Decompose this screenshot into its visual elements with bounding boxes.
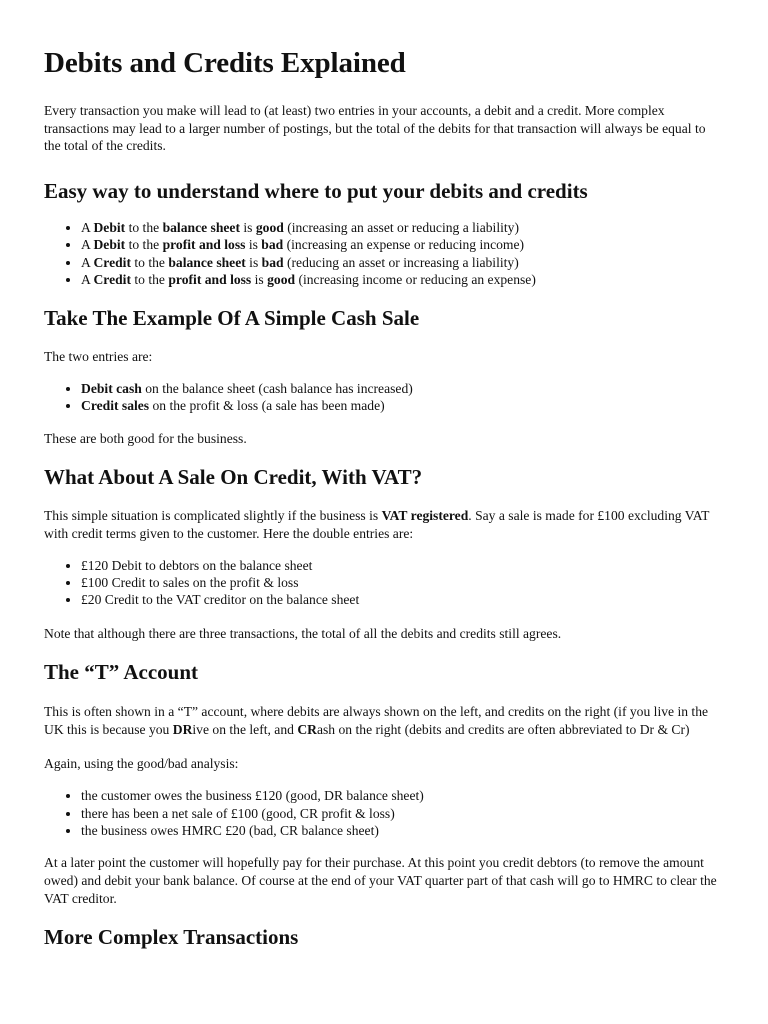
t-account-paragraph-3: At a later point the customer will hopefully pay for their purchase. At this point you credit debtors (to remove the amount owed) and debit your bank balance. Of course at the end of your VAT quarter part of that cash will go to HMRC to clear the VAT creditor. [44,855,717,906]
list-item: • £20 Credit to the VAT creditor on the balance sheet [81,591,724,608]
vat-sale-intro: This simple situation is complicated slightly if the business is VAT registered. Say a sale is made for £100 excluding VAT with credit terms given to the customer. Here the double entries are: [44,508,710,541]
page-title: Debits and Credits Explained [44,47,406,79]
cash-sale-intro: The two entries are: [44,349,153,365]
list-item: • the customer owes the business £120 (good, DR balance sheet) [81,787,724,804]
list-item: • A Debit to the profit and loss is bad (increasing an expense or reducing income) [81,236,724,253]
heading-complex-transactions: More Complex Transactions [44,925,299,950]
list-item: • there has been a net sale of £100 (good, CR profit & loss) [81,805,724,822]
intro-paragraph: Every transaction you make will lead to (at least) two entries in your accounts, a debit and a credit. More complex transactions may lead to a larger number of postings, but the total of the debits for that transaction will always be equal to the total of the credits. [44,103,706,154]
t-account-paragraph-2: Again, using the good/bad analysis: [44,755,239,771]
t-account-paragraph-1: This is often shown in a “T” account, where debits are always shown on the left, and credits on the right (if you live in the UK this is because you DRive on the left, and CRash on the right (debits and credits are often abbreviated to Dr & Cr) [44,704,709,737]
list-item: • £120 Debit to debtors on the balance sheet [81,557,724,574]
list-item: • A Credit to the profit and loss is good (increasing income or reducing an expense) [81,271,724,288]
easy-way-list [44,219,724,289]
cash-sale-list [44,380,724,415]
heading-easy-way: Easy way to understand where to put your debits and credits [44,178,588,203]
list-item: • Credit sales on the profit & loss (a sale has been made) [81,397,724,414]
list-item: • Debit cash on the balance sheet (cash balance has increased) [81,380,724,397]
list-item: • A Credit to the balance sheet is bad (reducing an asset or increasing a liability) [81,254,724,271]
list-item: • £100 Credit to sales on the profit & loss [81,574,724,591]
list-item: • A Debit to the balance sheet is good (increasing an asset or reducing a liability) [81,219,724,236]
vat-sale-list [44,557,724,609]
heading-vat-sale: What About A Sale On Credit, With VAT? [44,465,423,490]
t-account-list [44,787,724,839]
vat-sale-outro: Note that although there are three transactions, the total of all the debits and credits still agrees. [44,625,562,641]
heading-cash-sale: Take The Example Of A Simple Cash Sale [44,306,420,331]
cash-sale-outro: These are both good for the business. [44,430,247,446]
list-item: • the business owes HMRC £20 (bad, CR balance sheet) [81,822,724,839]
heading-t-account: The “T” Account [44,660,199,685]
